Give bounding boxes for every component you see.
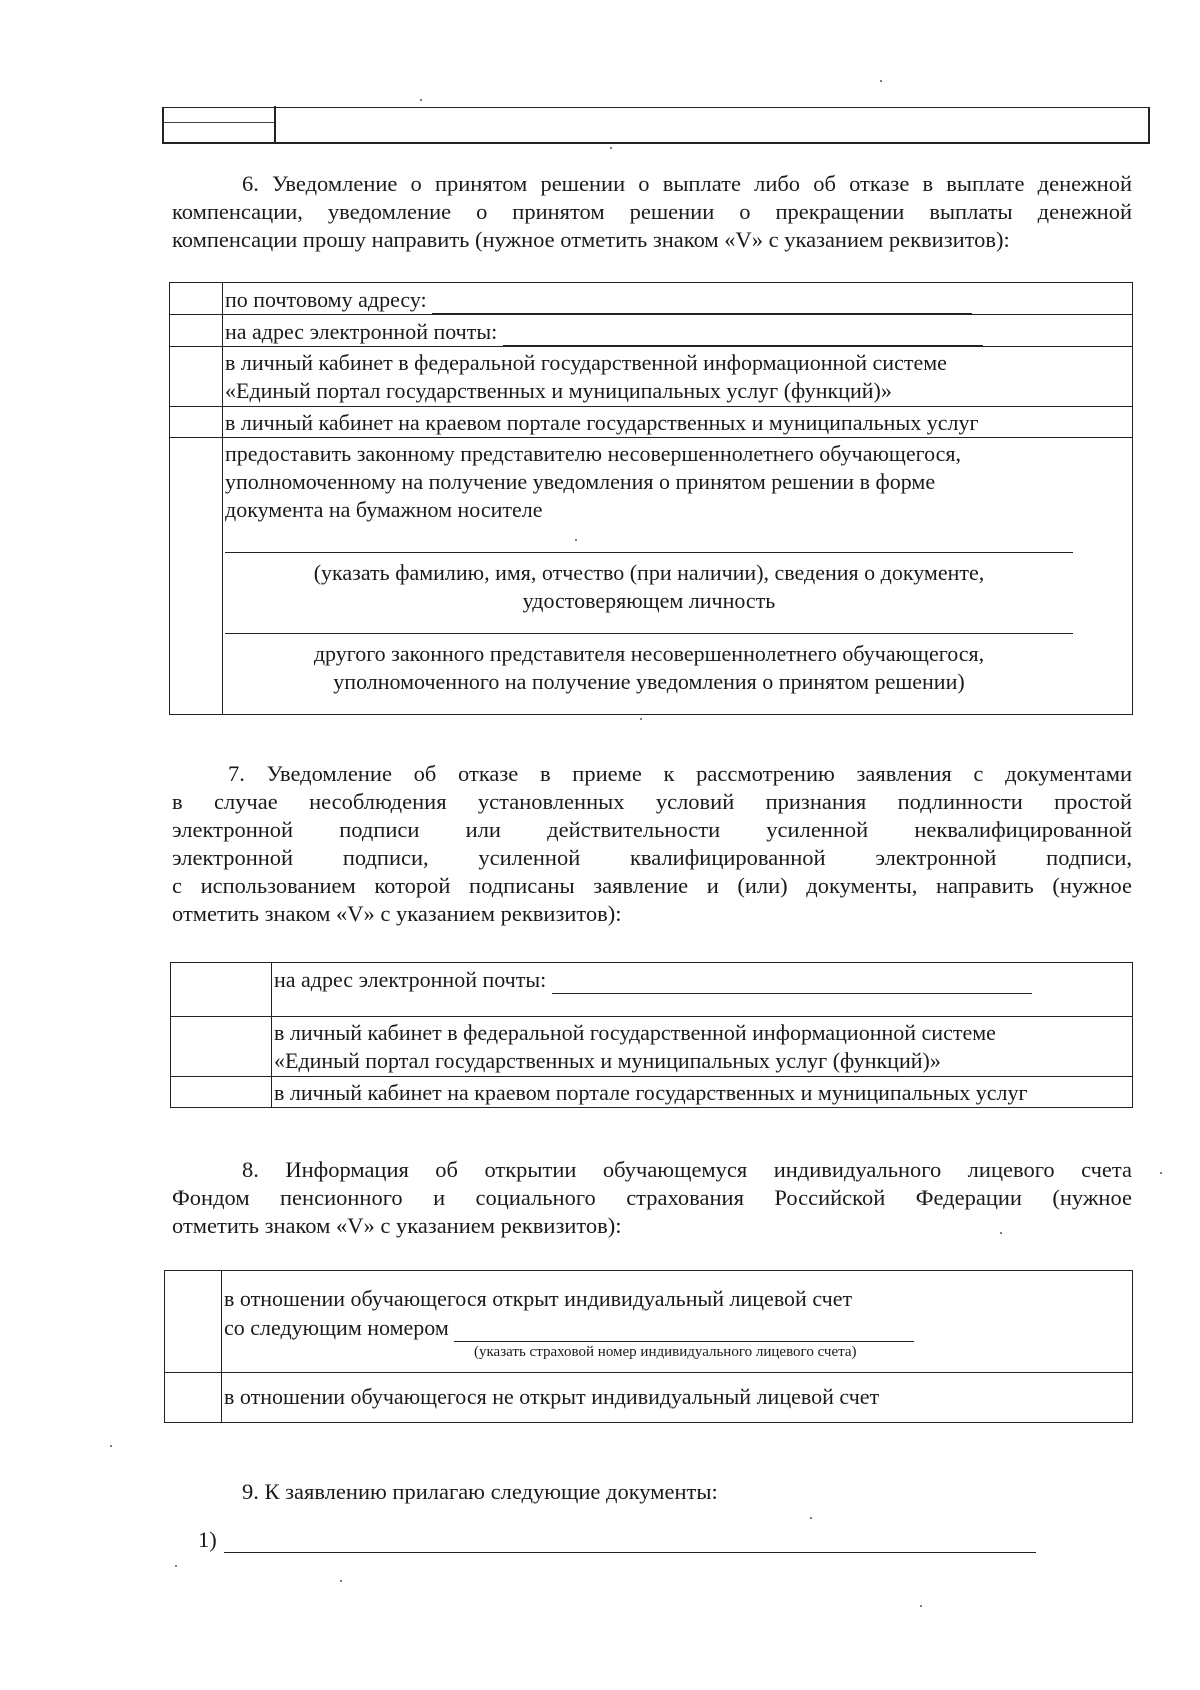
scan-speck <box>110 1445 112 1447</box>
attachment-item-number: 1) <box>198 1527 217 1552</box>
section7-line: электронной подписи или действительности усиленной неквалифицированной <box>172 817 1132 842</box>
scan-speck <box>340 1580 342 1582</box>
checkbox-paper[interactable] <box>170 438 223 715</box>
table-row <box>165 1373 1133 1423</box>
option-paper-line1: предоставить законному представителю несовершеннолетнего обучающегося, <box>225 441 962 466</box>
table-row <box>171 1017 1133 1077</box>
hint-representative-line1: (указать фамилию, имя, отчество (при наличии), сведения о документе, <box>313 560 985 585</box>
table-row <box>171 963 1133 1017</box>
section6-line: 6. Уведомление о принятом решении о выплате либо об отказе в выплате денежной <box>242 171 1132 196</box>
scan-speck <box>610 147 612 149</box>
section8-line: отметить знаком «V» с указанием реквизитов): <box>172 1213 622 1238</box>
section8-line: 8. Информация об открытии обучающемуся индивидуального лицевого счета <box>242 1157 1132 1182</box>
section7-line: 7. Уведомление об отказе в приеме к рассмотрению заявления с документами <box>228 761 1132 786</box>
scan-speck <box>420 99 422 101</box>
section9-title: 9. К заявлению прилагаю следующие документы: <box>242 1479 718 1504</box>
option-paper <box>223 438 1133 715</box>
section6-line: компенсации, уведомление о принятом решении о прекращении выплаты денежной <box>172 199 1132 224</box>
option-opened-line1: в отношении обучающегося открыт индивидуальный лицевой счет <box>224 1286 853 1311</box>
hint-other-line2: уполномоченного на получение уведомления о принятом решении) <box>333 669 965 694</box>
table-row <box>170 315 1133 347</box>
option-opened-line2: со следующим номером <box>224 1315 449 1340</box>
option-gosuslugi-7 <box>272 1017 1133 1077</box>
option-account-not-opened: в отношении обучающегося не открыт индивидуальный лицевой счет <box>222 1373 1133 1423</box>
scan-speck <box>175 1565 177 1567</box>
checkbox-account-opened[interactable] <box>165 1271 222 1373</box>
checkbox-email-7[interactable] <box>171 963 272 1017</box>
option-postal-label: по почтовому адресу: <box>225 287 427 312</box>
section7-options-table <box>170 962 1133 1108</box>
insurance-number-hint: (указать страховой номер индивидуального лицевого счета) <box>474 1344 857 1360</box>
hint-other-line1: другого законного представителя несовершеннолетнего обучающегося, <box>313 641 985 666</box>
section8-paragraph <box>172 1156 1132 1240</box>
previous-table-fragment <box>162 107 1150 144</box>
table-cell-fragment <box>164 108 274 123</box>
section8-options-table <box>164 1270 1133 1423</box>
attachment-item-1-field[interactable] <box>224 1552 1036 1553</box>
option-gosuslugi-7-line1: в личный кабинет в федеральной государственной информационной системе <box>274 1020 996 1045</box>
section8-line: Фондом пенсионного и социального страхования Российской Федерации (нужное <box>172 1185 1132 1210</box>
email-field[interactable] <box>503 317 983 346</box>
scan-speck <box>1160 1172 1162 1174</box>
table-divider <box>274 106 276 144</box>
section6-line: компенсации прошу направить (нужное отметить знаком «V» с указанием реквизитов): <box>172 227 1010 252</box>
scan-speck <box>880 80 882 82</box>
section7-line: электронной подписи, усиленной квалифицированной электронной подписи, <box>172 845 1132 870</box>
option-gosuslugi-line2: «Единый портал государственных и муниципальных услуг (функций)» <box>225 378 892 403</box>
option-postal <box>223 283 1133 315</box>
table-row <box>170 407 1133 438</box>
scan-speck <box>920 1605 922 1607</box>
section7-line: в случае несоблюдения установленных условий признания подлинности простой <box>172 789 1132 814</box>
option-email-label: на адрес электронной почты: <box>225 319 498 344</box>
checkbox-gosuslugi-7[interactable] <box>171 1017 272 1077</box>
section7-line: отметить знаком «V» с указанием реквизитов): <box>172 901 622 926</box>
scan-speck <box>810 1517 812 1519</box>
scan-speck <box>575 539 577 541</box>
table-row <box>170 283 1133 315</box>
section6-paragraph <box>172 170 1132 254</box>
table-row <box>165 1271 1133 1373</box>
option-email-7-label: на адрес электронной почты: <box>274 967 547 992</box>
checkbox-account-not-opened[interactable] <box>165 1373 222 1423</box>
option-regional: в личный кабинет на краевом портале государственных и муниципальных услуг <box>223 407 1133 438</box>
postal-address-field[interactable] <box>432 285 972 314</box>
option-paper-line2: уполномоченному на получение уведомления о принятом решении в форме <box>225 469 936 494</box>
section7-paragraph <box>172 760 1132 928</box>
hint-representative-line2: удостоверяющем личность <box>522 588 776 613</box>
option-regional-7: в личный кабинет на краевом портале государственных и муниципальных услуг <box>272 1077 1133 1108</box>
option-account-opened <box>222 1271 1133 1373</box>
insurance-number-field[interactable] <box>454 1313 914 1342</box>
option-gosuslugi-7-line2: «Единый портал государственных и муниципальных услуг (функций)» <box>274 1048 941 1073</box>
option-paper-line3: документа на бумажном носителе <box>225 497 543 522</box>
checkbox-regional-7[interactable] <box>171 1077 272 1108</box>
section7-line: с использованием которой подписаны заявление и (или) документы, направить (нужное <box>172 873 1132 898</box>
option-gosuslugi-line1: в личный кабинет в федеральной государственной информационной системе <box>225 350 947 375</box>
table-row <box>170 347 1133 407</box>
scan-speck <box>640 718 642 720</box>
table-row <box>170 438 1133 715</box>
option-gosuslugi <box>223 347 1133 407</box>
email-field-7[interactable] <box>552 965 1032 994</box>
option-opened-line2-wrap <box>224 1313 1130 1342</box>
checkbox-email[interactable] <box>170 315 223 347</box>
checkbox-regional[interactable] <box>170 407 223 438</box>
checkbox-gosuslugi[interactable] <box>170 347 223 407</box>
scan-speck <box>1000 1232 1002 1234</box>
checkbox-postal[interactable] <box>170 283 223 315</box>
option-email <box>223 315 1133 347</box>
table-row <box>171 1077 1133 1108</box>
option-email-7 <box>272 963 1133 1017</box>
section6-options-table <box>169 282 1133 715</box>
